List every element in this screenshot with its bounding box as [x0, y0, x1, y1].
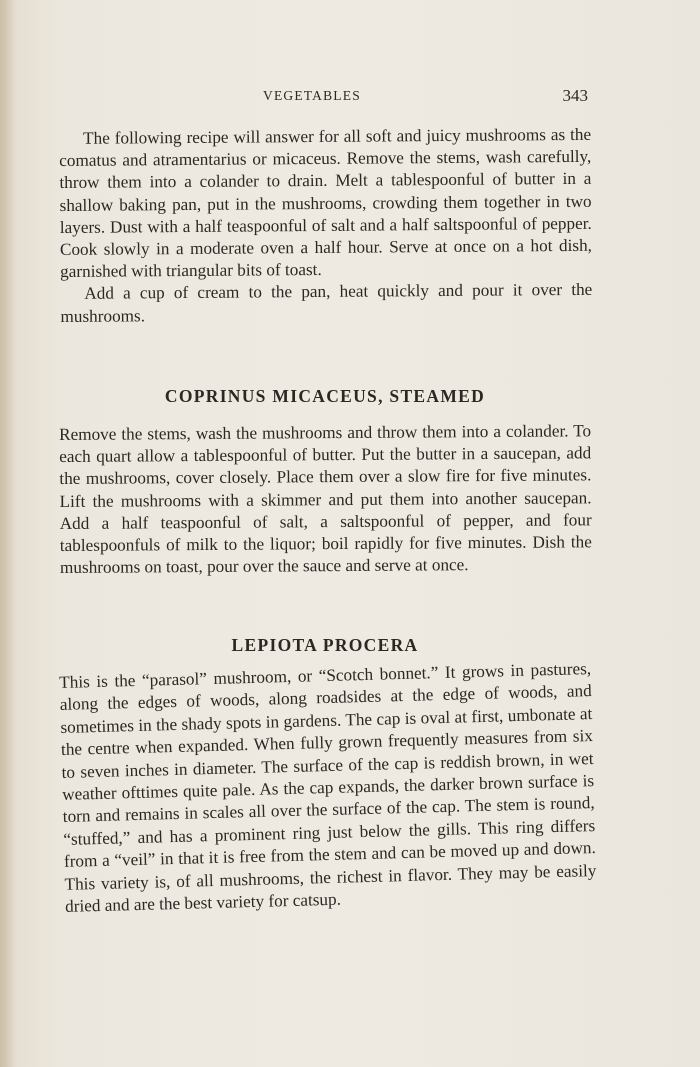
paragraph: This is the “parasol” mushroom, or “Scotch bonnet.” It grows in pastures, along the edges of woods, along roadsides at the edge of woods, and sometimes in the shady spots in gardens. The cap is oval at first, umbonate at the centre when expanded. When fully grown frequently measures from six to seven inches in diameter. The surface of the cap is reddish brown, in wet weather ofttimes quite pale. As the cap expands, the darker brown surface is torn and remains in scales all over the surface of the cap. The stem is round, “stuffed,” and has a prominent ring just below the gills. This ring differs from a “veil” in that it is free from the stem and can be moved up and down. This variety is, of all mushrooms, the richest in flavor. They may be easily dried and are the best variety for catsup. [59, 659, 597, 916]
section-lepiota [59, 658, 597, 918]
section-heading-lepiota: LEPIOTA PROCERA [231, 635, 419, 655]
section-heading-coprinus: COPRINUS MICACEUS, STEAMED [164, 386, 486, 406]
paragraph: Add a cup of cream to the pan, heat quickly and pour it over the mushrooms. [60, 280, 593, 326]
paragraph: Remove the stems, wash the mushrooms and throw them into a colander. To each quart allow a tablespoonful of butter. Put the butter in a saucepan, add the mushrooms, cover closely. Place them over a slow fire for five minutes. Lift the mushrooms with a skimmer and put them into another saucepan. Add a half teaspoonful of salt, a saltspoonful of pepper, and four tablespoonfuls of milk to the liquor; boil rapidly for five minutes. Dish the mushrooms on toast, pour over the sauce and serve at once. [59, 421, 592, 578]
page-number: 343 [562, 86, 588, 105]
page-header [60, 86, 590, 110]
running-head: VEGETABLES [263, 88, 361, 103]
paragraph: The following recipe will answer for all soft and juicy mushrooms as the comatus and atramentarius or micaceus. Remove the stems, wash carefully, throw them into a colander to drain. Melt a tablespoonful of butter in a shallow baking pan, put in the mushrooms, crowding them together in two layers. Dust with a half teaspoonful of salt and a half saltspoonful of pepper. Cook slowly in a moderate oven a half hour. Serve at once on a hot dish, garnished with triangular bits of toast. [59, 124, 593, 282]
section-intro [59, 124, 593, 328]
page-gutter-shadow [0, 0, 14, 1067]
section-coprinus [59, 420, 592, 579]
